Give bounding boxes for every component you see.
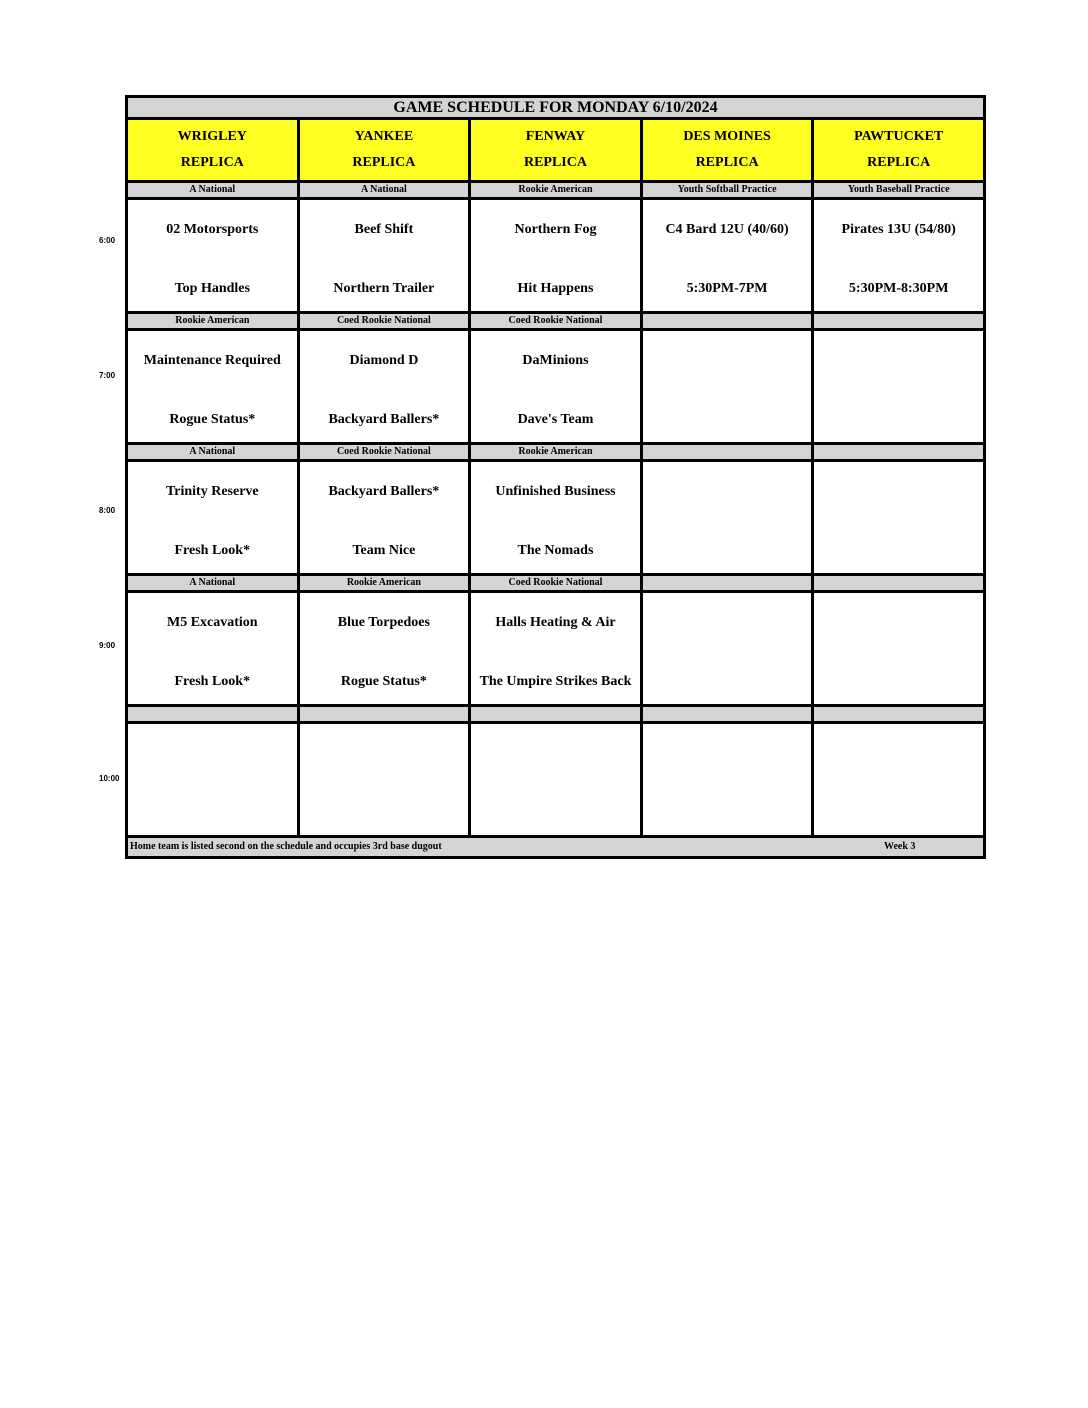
game-cell: [813, 330, 985, 444]
division-label: [813, 575, 985, 592]
away-team: M5 Excavation: [166, 615, 258, 630]
schedule-table: [125, 95, 986, 859]
away-team: Halls Heating & Air: [495, 615, 616, 630]
game-cell: [813, 723, 985, 837]
away-team: Blue Torpedoes: [337, 615, 430, 630]
game-cell: [127, 461, 299, 575]
away-team: Diamond D: [349, 353, 419, 368]
home-team: The Nomads: [517, 543, 594, 558]
game-cell: [470, 199, 642, 313]
game-cell: [470, 330, 642, 444]
time-label: 8:00: [99, 506, 116, 515]
division-label: Rookie American: [298, 575, 470, 592]
division-label: Youth Baseball Practice: [813, 182, 985, 199]
game-cell: [298, 461, 470, 575]
division-label: [641, 706, 813, 723]
field-name: DES MOINES: [683, 129, 771, 144]
field-header: [470, 119, 642, 182]
field-subtitle: REPLICA: [352, 155, 416, 170]
home-team: Backyard Ballers*: [328, 412, 440, 427]
division-label: [641, 575, 813, 592]
home-team: 5:30PM-8:30PM: [848, 281, 949, 296]
field-subtitle: REPLICA: [695, 155, 759, 170]
field-header: [127, 119, 299, 182]
division-label: Youth Softball Practice: [641, 182, 813, 199]
division-label: Rookie American: [470, 182, 642, 199]
away-team: Maintenance Required: [143, 353, 281, 368]
schedule-footer: [127, 837, 985, 858]
field-subtitle: REPLICA: [867, 155, 931, 170]
away-team: 02 Motorsports: [166, 222, 259, 237]
home-team: Northern Trailer: [333, 281, 435, 296]
home-team: Rogue Status*: [340, 674, 427, 689]
game-cell: [470, 592, 642, 706]
home-team-note: Home team is listed second on the schedule and occupies 3rd base dugout: [130, 841, 442, 852]
division-label: A National: [127, 182, 299, 199]
game-cell: [641, 723, 813, 837]
game-cell: [298, 330, 470, 444]
field-header: [813, 119, 985, 182]
division-label: Coed Rookie National: [298, 444, 470, 461]
field-name: FENWAY: [525, 129, 586, 144]
game-cell: [641, 199, 813, 313]
field-subtitle: REPLICA: [523, 155, 587, 170]
field-name: YANKEE: [354, 129, 414, 144]
division-label: A National: [127, 575, 299, 592]
home-team: Fresh Look*: [174, 674, 251, 689]
time-label: 7:00: [99, 371, 116, 380]
game-cell: [470, 723, 642, 837]
home-team: The Umpire Strikes Back: [479, 674, 632, 689]
field-name: WRIGLEY: [177, 129, 247, 144]
division-label: Coed Rookie National: [470, 575, 642, 592]
division-label: [813, 706, 985, 723]
division-label: [813, 313, 985, 330]
division-label: [127, 706, 299, 723]
game-cell: [813, 199, 985, 313]
home-team: 5:30PM-7PM: [686, 281, 768, 296]
away-team: DaMinions: [522, 353, 589, 368]
division-label: Coed Rookie National: [298, 313, 470, 330]
division-label: Coed Rookie National: [470, 313, 642, 330]
game-cell: [813, 592, 985, 706]
division-label: A National: [298, 182, 470, 199]
field-name: PAWTUCKET: [854, 129, 944, 144]
game-cell: [298, 592, 470, 706]
game-cell: [127, 330, 299, 444]
game-cell: [641, 461, 813, 575]
division-label: Rookie American: [127, 313, 299, 330]
schedule-title: GAME SCHEDULE FOR MONDAY 6/10/2024: [127, 97, 985, 119]
field-header: [641, 119, 813, 182]
game-cell: [298, 199, 470, 313]
home-team: Hit Happens: [517, 281, 594, 296]
field-header: [298, 119, 470, 182]
game-cell: [641, 330, 813, 444]
division-label: Rookie American: [470, 444, 642, 461]
game-cell: [470, 461, 642, 575]
field-subtitle: REPLICA: [180, 155, 244, 170]
home-team: Fresh Look*: [174, 543, 251, 558]
game-cell: [127, 199, 299, 313]
division-label: A National: [127, 444, 299, 461]
home-team: Team Nice: [352, 543, 416, 558]
division-label: [641, 313, 813, 330]
away-team: Pirates 13U (54/80): [841, 222, 956, 237]
away-team: C4 Bard 12U (40/60): [665, 222, 789, 237]
division-label: [470, 706, 642, 723]
away-team: Backyard Ballers*: [328, 484, 440, 499]
week-label: Week 3: [884, 841, 916, 852]
time-label: 6:00: [99, 236, 116, 245]
time-label: 9:00: [99, 641, 116, 650]
home-team: Top Handles: [174, 281, 250, 296]
away-team: Beef Shift: [354, 222, 414, 237]
away-team: Northern Fog: [514, 222, 597, 237]
game-cell: [813, 461, 985, 575]
home-team: Dave's Team: [517, 412, 594, 427]
game-cell: [298, 723, 470, 837]
time-label: 10:00: [99, 774, 120, 783]
game-cell: [127, 723, 299, 837]
game-cell: [641, 592, 813, 706]
home-team: Rogue Status*: [169, 412, 256, 427]
game-cell: [127, 592, 299, 706]
division-label: [641, 444, 813, 461]
division-label: [298, 706, 470, 723]
away-team: Unfinished Business: [495, 484, 616, 499]
away-team: Trinity Reserve: [165, 484, 259, 499]
division-label: [813, 444, 985, 461]
